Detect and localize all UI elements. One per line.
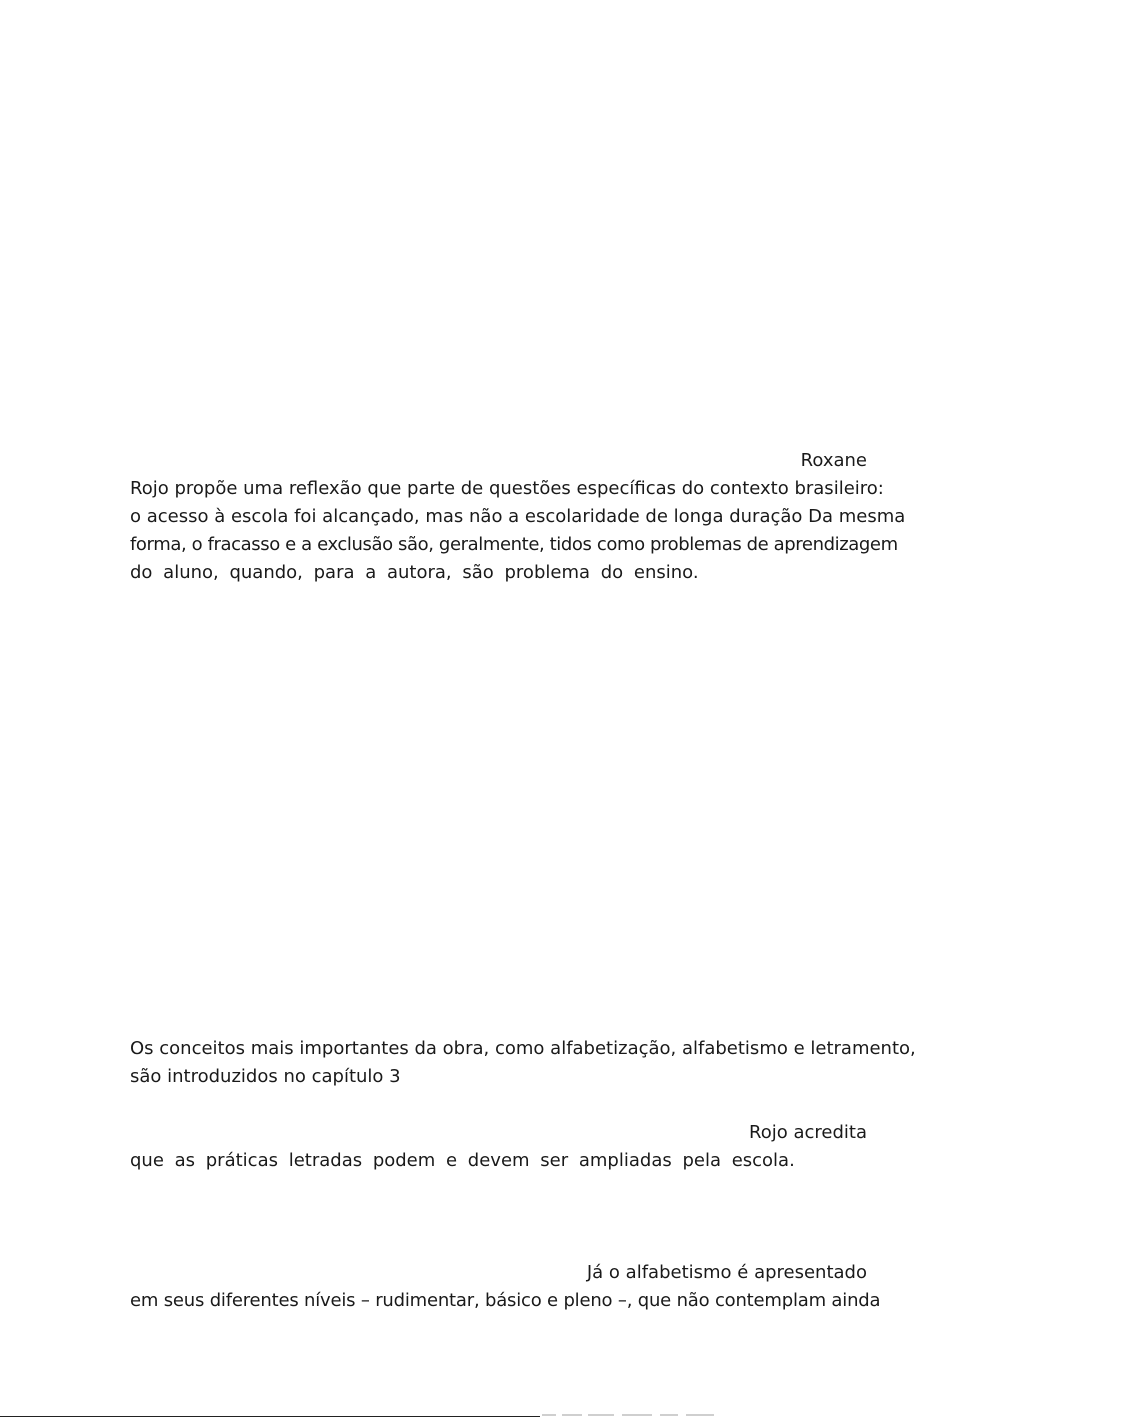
paragraph3-line-2: que as práticas letradas podem e devem ser ampliadas pela escola. bbox=[130, 1150, 795, 1171]
paragraph4-line-2: em seus diferentes níveis – rudimentar, básico e pleno –, que não contemplam ainda bbox=[130, 1290, 881, 1311]
paragraph2-line-1: Os conceitos mais importantes da obra, como alfabetização, alfabetismo e letramento, bbox=[130, 1038, 916, 1059]
paragraph1-line-3: o acesso à escola foi alcançado, mas não a escolaridade de longa duração Da mesma bbox=[130, 506, 906, 527]
paragraph1-line-5: do aluno, quando, para a autora, são problema do ensino. bbox=[130, 562, 699, 583]
paragraph1-line-1: Roxane bbox=[800, 450, 867, 471]
paragraph4-line-1: Já o alfabetismo é apresentado bbox=[586, 1262, 867, 1283]
paragraph1-line-4: forma, o fracasso e a exclusão são, geralmente, tidos como problemas de aprendizagem bbox=[130, 534, 898, 555]
footnote-divider bbox=[0, 1416, 540, 1417]
cropped-footer-text bbox=[540, 1411, 720, 1418]
paragraph3-line-1: Rojo acredita bbox=[749, 1122, 867, 1143]
paragraph1-line-2: Rojo propõe uma reflexão que parte de questões específicas do contexto brasileiro: bbox=[130, 478, 884, 499]
paragraph2-line-2: são introduzidos no capítulo 3 bbox=[130, 1066, 401, 1087]
